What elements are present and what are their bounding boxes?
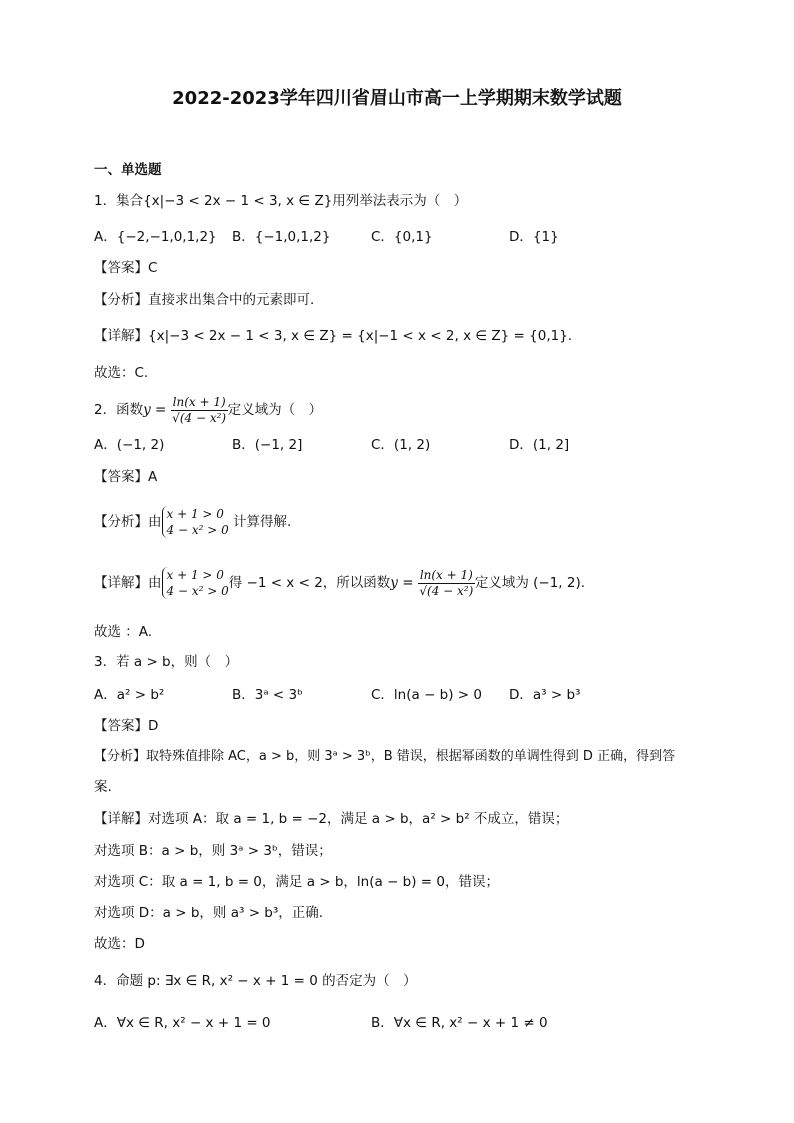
q3-option-b: B．3ᵃ < 3ᵇ <box>232 687 303 703</box>
q3-detail-line1: 【详解】对选项 A：取 a = 1, b = −2，满足 a > b，a² > b² 不成立，错误； <box>94 811 569 827</box>
q2-detail-suffix: 定义域为 (−1, 2). <box>474 575 586 591</box>
q2-system <box>162 506 229 538</box>
q2-detail-system <box>162 567 229 599</box>
q2-system-line2: 4 − x² > 0 <box>166 523 229 537</box>
q2-option-b: B．(−1, 2] <box>232 437 303 453</box>
q1-analysis: 【分析】直接求出集合中的元素即可. <box>94 292 315 308</box>
q2-choose: 故选 ：A. <box>94 624 153 640</box>
q2-detail-middle: 得 −1 < x < 2，所以函数 <box>228 575 391 591</box>
q2-option-c: C．(1, 2) <box>371 437 431 453</box>
q2-stem <box>94 391 322 429</box>
q1-option-a: A．{−2,−1,0,1,2} <box>94 229 217 245</box>
q3-detail-line2: 对选项 B：a > b，则 3ᵃ > 3ᵇ，错误； <box>94 843 332 859</box>
q1-choose: 故选：C. <box>94 365 149 381</box>
q2-fraction-den: √(4 − x²) <box>172 410 227 425</box>
q2-detail-fraction-num: ln(x + 1) <box>419 567 473 582</box>
q2-detail-fraction <box>418 568 475 599</box>
q2-detail-system-line2: 4 − x² > 0 <box>166 584 229 598</box>
q2-stem-prefix: 2．函数 <box>94 402 144 418</box>
q2-analysis <box>94 503 291 541</box>
q1-option-c: C．{0,1} <box>371 229 433 245</box>
q3-stem: 3．若 a > b，则（ ） <box>94 654 239 670</box>
page-title: 2022-2023学年四川省眉山市高一上学期期末数学试题 <box>172 88 622 109</box>
q2-detail-lhs: y = <box>390 575 414 591</box>
q2-analysis-suffix: 计算得解. <box>233 514 292 530</box>
q2-answer: 【答案】A <box>94 469 158 485</box>
q3-analysis-line2: 案. <box>94 779 112 795</box>
q1-detail: 【详解】{x|−3 < 2x − 1 < 3, x ∈ Z} = {x|−1 < x < 2, x ∈ Z} = {0,1}. <box>94 328 573 344</box>
q2-option-a: A．(−1, 2) <box>94 437 165 453</box>
q2-fraction-num: ln(x + 1) <box>172 394 226 409</box>
q1-answer: 【答案】C <box>94 260 158 276</box>
q4-option-b: B．∀x ∈ R, x² − x + 1 ≠ 0 <box>371 1015 548 1031</box>
q3-detail-line4: 对选项 D：a > b，则 a³ > b³，正确. <box>94 905 324 921</box>
q1-stem: 1．集合{x|−3 < 2x − 1 < 3, x ∈ Z}用列举法表示为（ ） <box>94 193 468 209</box>
q3-answer: 【答案】D <box>94 718 159 734</box>
q3-choose: 故选：D <box>94 936 145 952</box>
q1-option-d: D．{1} <box>509 229 559 245</box>
q3-option-a: A．a² > b² <box>94 687 165 703</box>
q3-option-c: C．ln(a − b) > 0 <box>371 687 482 703</box>
q2-analysis-prefix: 【分析】由 <box>94 514 162 530</box>
q2-detail-fraction-den: √(4 − x²) <box>419 583 474 598</box>
q2-detail <box>94 564 585 602</box>
q2-detail-prefix: 【详解】由 <box>94 575 162 591</box>
q2-stem-suffix: 定义域为（ ） <box>227 402 323 418</box>
q3-detail-line3: 对选项 C：取 a = 1, b = 0，满足 a > b，ln(a − b) = 0，错误； <box>94 874 499 890</box>
q3-option-d: D．a³ > b³ <box>509 687 581 703</box>
section-heading: 一、单选题 <box>94 162 162 178</box>
q2-system-line1: x + 1 > 0 <box>166 507 224 521</box>
q2-option-d: D．(1, 2] <box>509 437 570 453</box>
q2-detail-system-line1: x + 1 > 0 <box>166 568 224 582</box>
q2-lhs: y = <box>143 402 167 418</box>
q3-analysis-line1: 【分析】取特殊值排除 AC，a > b，则 3ᵃ > 3ᵇ，B 错误，根据幂函数的单调性得到 D 正确，得到答 <box>94 749 676 764</box>
q4-option-a: A．∀x ∈ R, x² − x + 1 = 0 <box>94 1015 271 1031</box>
q1-option-b: B．{−1,0,1,2} <box>232 229 331 245</box>
q4-stem: 4．命题 p: ∃x ∈ R, x² − x + 1 = 0 的否定为（ ） <box>94 973 417 989</box>
q2-fraction <box>171 395 228 426</box>
